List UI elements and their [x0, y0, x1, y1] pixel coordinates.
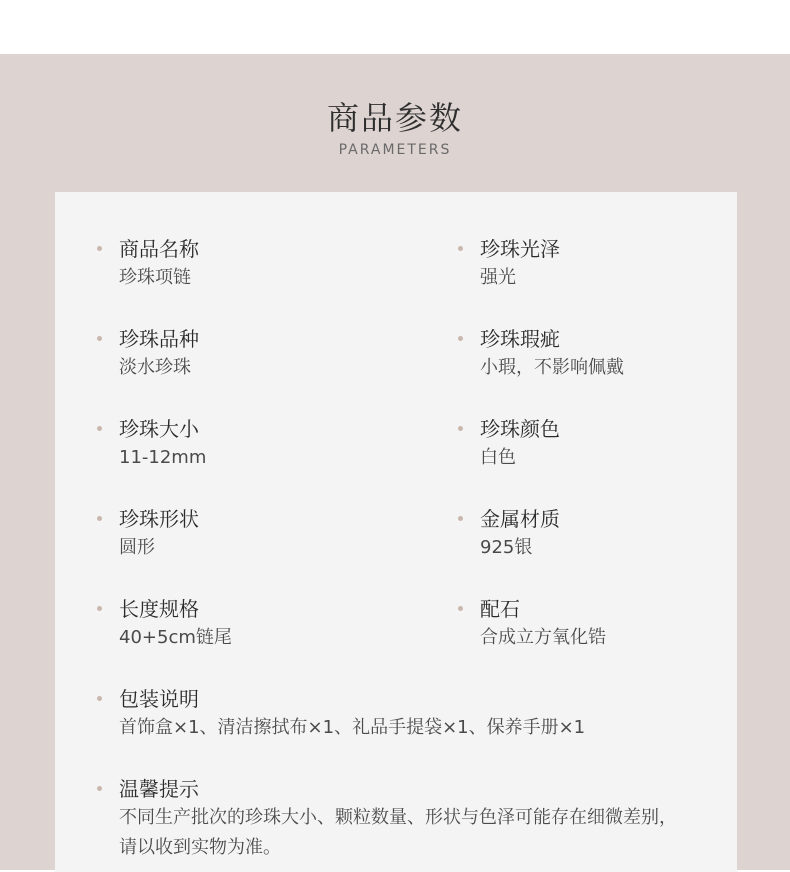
param-value: 小瑕，不影响佩戴 — [480, 357, 624, 378]
param-label: 金属材质 — [480, 507, 560, 531]
param-item-stone — [480, 596, 606, 653]
parameters-card — [55, 192, 737, 872]
bullet-dot — [97, 516, 102, 521]
param-item-length — [119, 596, 232, 653]
param-value: 不同生产批次的珍珠大小、颗粒数量、形状与色泽可能存在细微差别，请以收到实物为准。 — [119, 807, 677, 858]
param-item-metal — [480, 506, 560, 563]
param-label: 珍珠大小 — [119, 417, 199, 441]
section-subtitle: PARAMETERS — [338, 142, 452, 158]
param-value: 40+5cm链尾 — [119, 627, 232, 648]
bullet-dot — [97, 696, 102, 701]
param-label: 配石 — [480, 597, 520, 621]
param-value: 11-12mm — [119, 447, 207, 468]
param-label: 商品名称 — [119, 237, 199, 261]
param-item-pearl-variety — [119, 326, 199, 383]
section-title: 商品参数 — [326, 99, 463, 137]
param-value: 合成立方氧化锆 — [480, 627, 606, 648]
param-value: 925银 — [480, 537, 533, 558]
param-label: 长度规格 — [119, 597, 199, 621]
top-white-strip — [0, 0, 790, 54]
param-item-pearl-shape — [119, 506, 199, 563]
param-value: 淡水珍珠 — [119, 357, 191, 378]
param-item-blemish — [480, 326, 624, 383]
param-item-packaging — [119, 686, 585, 743]
param-value: 白色 — [480, 447, 516, 468]
param-value: 首饰盒×1、清洁擦拭布×1、礼品手提袋×1、保养手册×1 — [119, 717, 586, 738]
param-value: 强光 — [480, 267, 516, 288]
param-value: 珍珠项链 — [119, 267, 191, 288]
bullet-dot — [458, 426, 463, 431]
bullet-dot — [458, 246, 463, 251]
bullet-dot — [458, 516, 463, 521]
param-item-color — [480, 416, 560, 473]
param-label: 珍珠品种 — [119, 327, 199, 351]
bullet-dot — [97, 786, 102, 791]
param-value: 圆形 — [119, 537, 155, 558]
param-label: 珍珠瑕疵 — [480, 327, 560, 351]
param-item-product-name — [119, 236, 199, 293]
bullet-dot — [97, 336, 102, 341]
param-item-pearl-size — [119, 416, 206, 473]
param-label: 温馨提示 — [119, 777, 199, 801]
bullet-dot — [97, 246, 102, 251]
bullet-dot — [97, 606, 102, 611]
section-heading — [0, 98, 790, 160]
param-label: 珍珠颜色 — [480, 417, 560, 441]
param-item-luster — [480, 236, 560, 293]
bullet-dot — [458, 606, 463, 611]
param-item-notice — [119, 776, 679, 863]
param-label: 珍珠形状 — [119, 507, 199, 531]
parameters-section — [0, 54, 790, 870]
param-label: 珍珠光泽 — [480, 237, 560, 261]
param-label: 包装说明 — [119, 687, 199, 711]
bullet-dot — [458, 336, 463, 341]
bullet-dot — [97, 426, 102, 431]
